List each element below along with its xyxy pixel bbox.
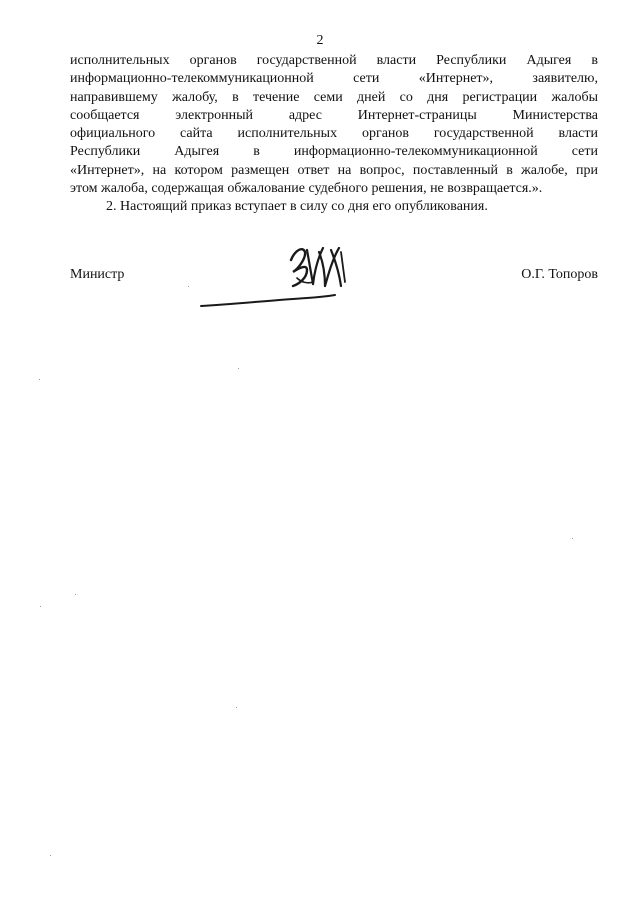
scan-speck [238,368,239,369]
body-line: направившему жалобу, в течение семи дней со дня регистрации жалобы [70,89,598,105]
scan-speck [572,538,573,539]
body-line-last: этом жалоба, содержащая обжалование судебного решения, не возвращается.». [70,181,543,197]
signatory-name: О.Г. Топоров [521,267,598,282]
body-line: официального сайта исполнительных органов государственной власти [70,126,598,142]
body-line: «Интернет», на котором размещен ответ на вопрос, поставленный в жалобе, при [70,162,598,178]
scan-speck [50,855,51,856]
body-line: исполнительных органов государственной власти Республики Адыгея в [70,53,598,68]
body-line: сообщается электронный адрес Интернет-страницы Министерства [70,107,598,123]
scan-speck [40,606,41,607]
handwritten-signature [195,238,355,313]
body-line: информационно-телекоммуникационной сети «Интернет», заявителю, [70,71,598,87]
document-body [70,52,598,217]
paragraph-effective-date: 2. Настоящий приказ вступает в силу со дня его опубликования. [106,199,488,215]
signatory-title: Министр [70,267,125,282]
scan-speck [236,707,237,708]
body-line: Республики Адыгея в информационно-телекоммуникационной сети [70,144,598,160]
scan-speck [75,594,76,595]
scan-speck [39,379,40,380]
scan-speck [188,286,189,287]
page-number: 2 [316,33,324,48]
